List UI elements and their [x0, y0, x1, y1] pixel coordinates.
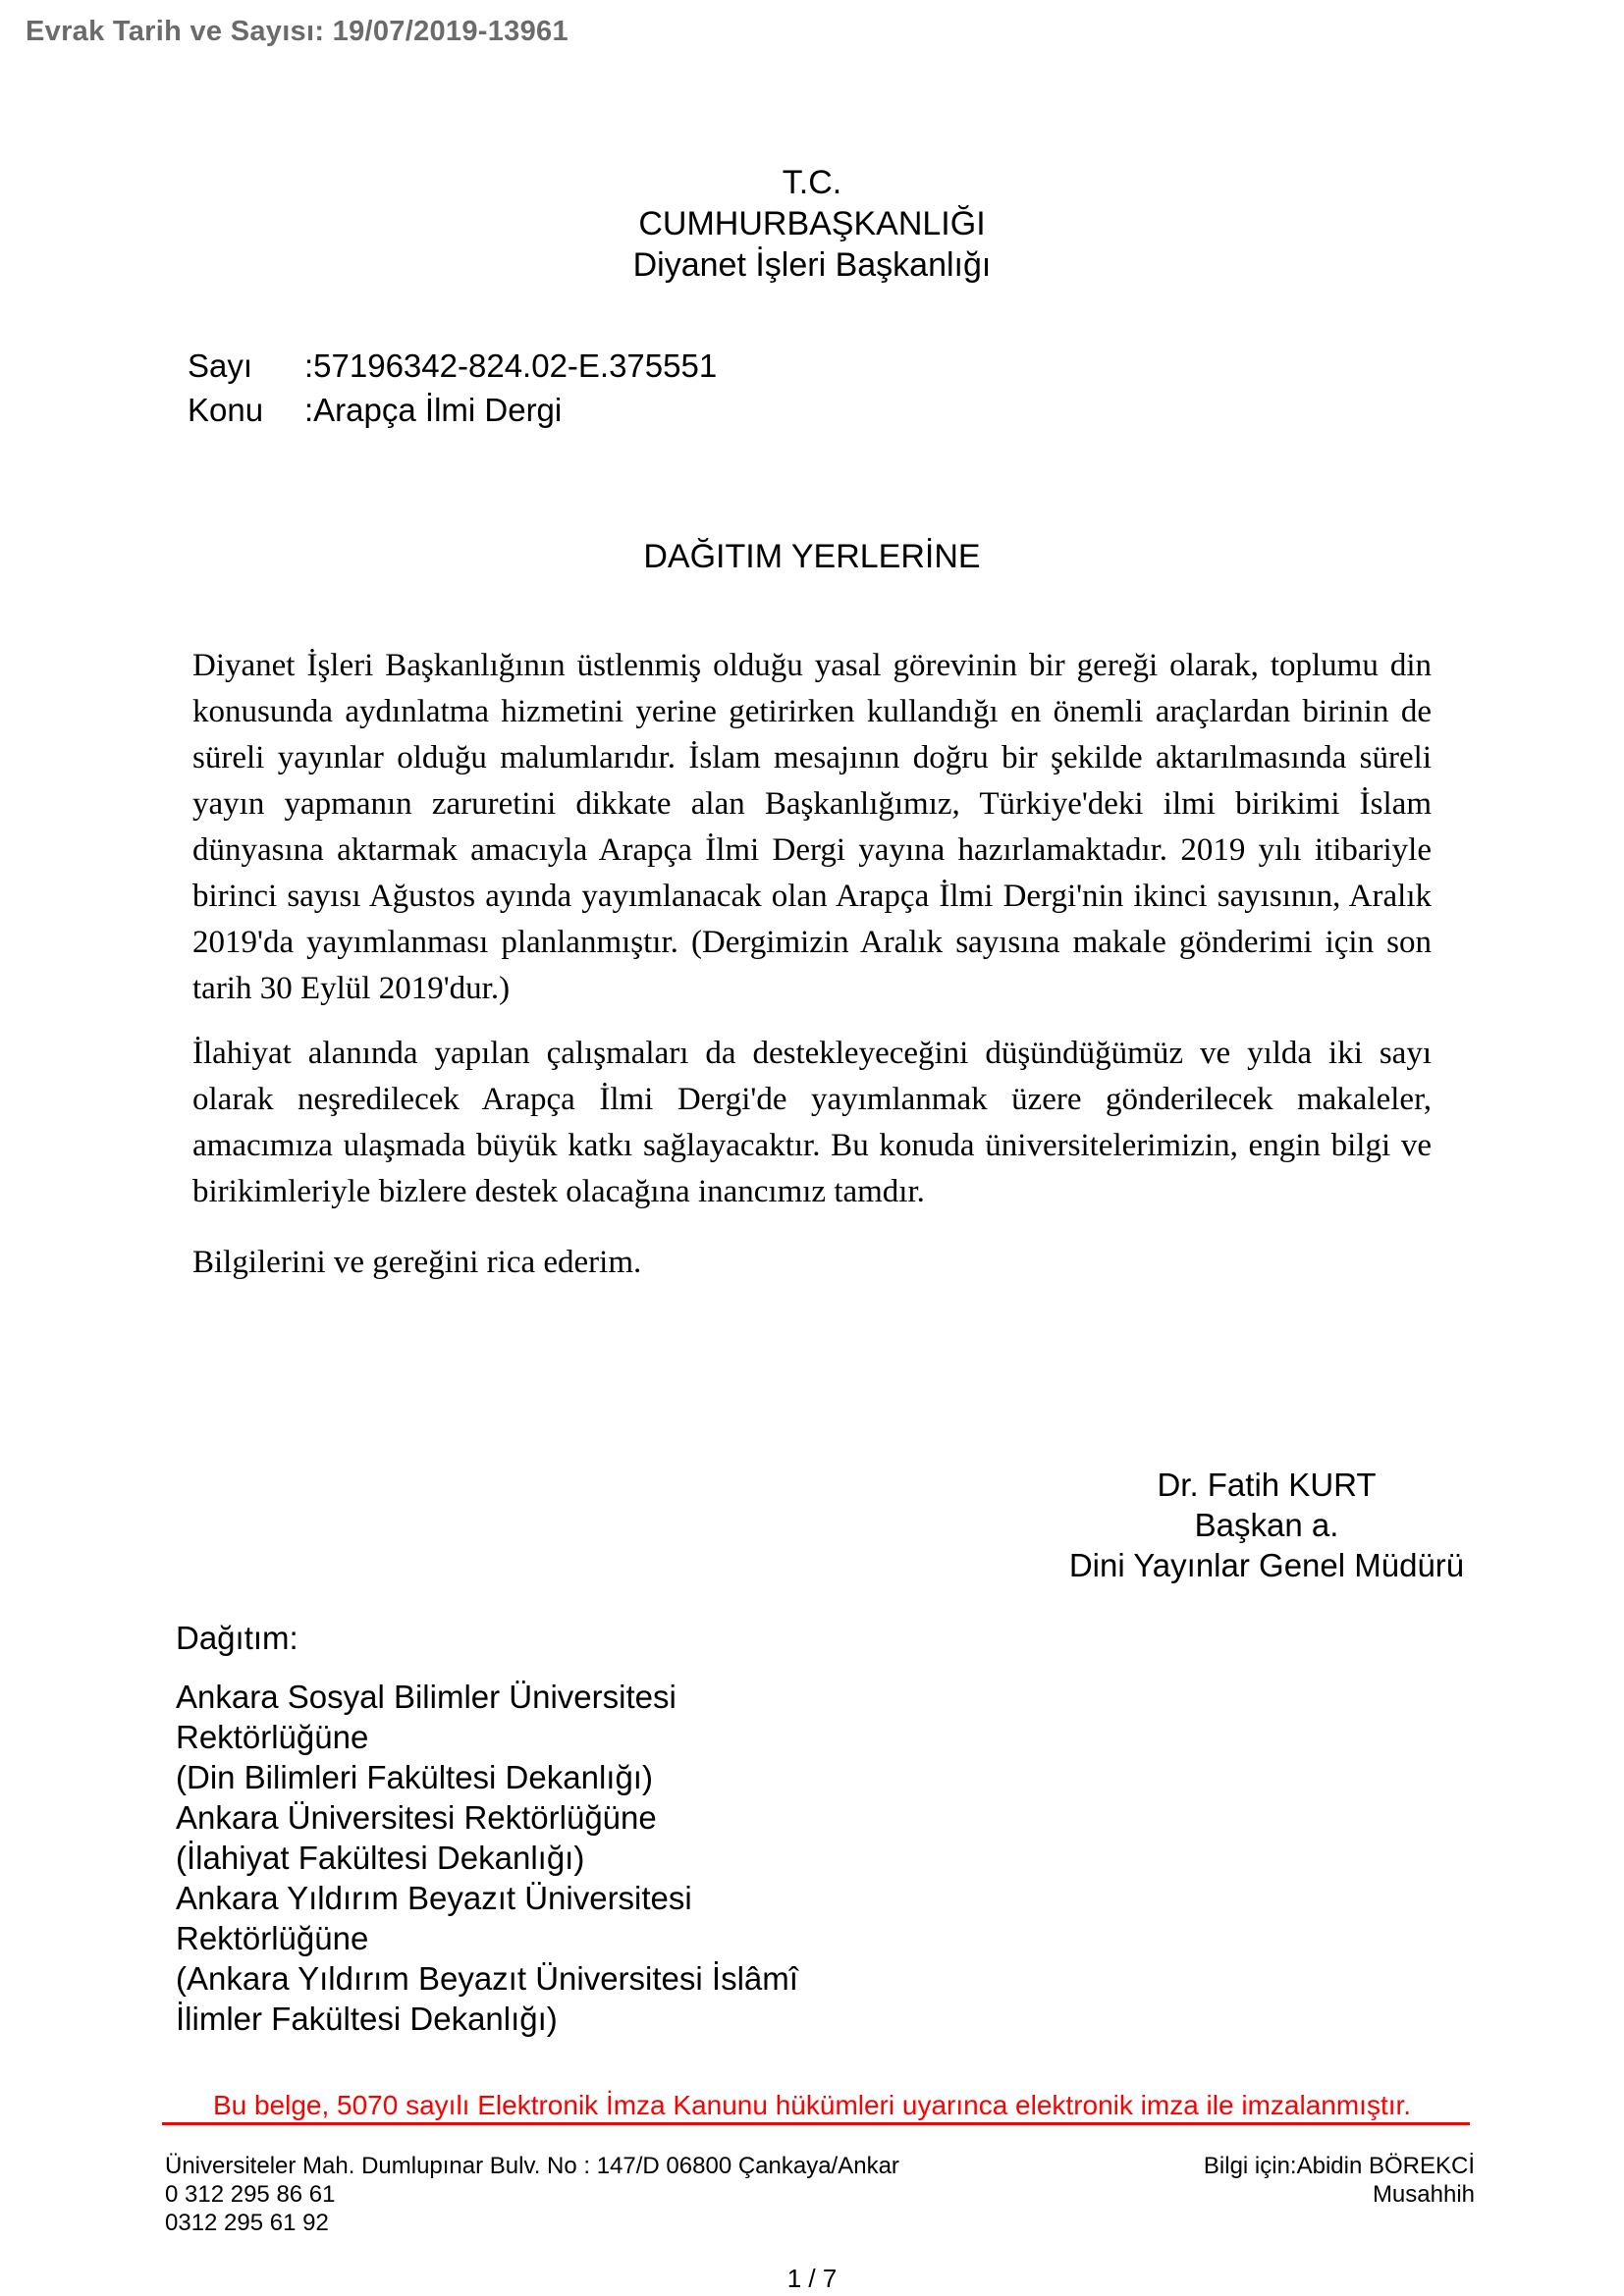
konu-label: Konu [188, 392, 264, 428]
doc-date-number: Evrak Tarih ve Sayısı: 19/07/2019-13961 [26, 16, 568, 47]
footer-phone-2: 0312 295 61 92 [165, 2210, 329, 2236]
reference-row-sayi [188, 344, 717, 388]
footer-address: Üniversiteler Mah. Dumlupınar Bulv. No : 147/D 06800 Çankaya/Ankar [165, 2153, 899, 2179]
distribution-label: Dağıtım: [176, 1620, 298, 1656]
reference-row-konu [188, 388, 717, 432]
signer-name: Dr. Fatih KURT [1157, 1467, 1377, 1503]
konu-value: :Arapça İlmi Dergi [304, 392, 563, 428]
letterhead-presidency: CUMHURBAŞKANLIĞI [638, 205, 986, 242]
body-paragraph-1: Diyanet İşleri Başkanlığının üstlenmiş olduğu yasal görevinin bir gereği olarak, toplumu din konusunda aydınlatma hizmetini yerine getirirken kullandığı en önemli araçlardan birinin de süreli yayınlar olduğu malumlarıdır. İslam mesajının doğru bir şekilde aktarılmasında süreli yayın yapmanın zaruretini dikkate alan Başkanlığımız, Türkiye'deki ilmi birikimi İslam dünyasına aktarmak amacıyla Arapça İlmi Dergi yayına hazırlamaktadır. 2019 yılı itibariyle birinci sayısı Ağustos ayında yayımlanacak olan Arapça İlmi Dergi'nin ikinci sayısının, Aralık 2019'da yayımlanması planlanmıştır. (Dergimizin Aralık sayısına makale gönderimi için son tarih 30 Eylül 2019'dur.) [192, 648, 1432, 1006]
reference-block [188, 344, 717, 432]
footer-contact-block [1204, 2152, 1475, 2209]
distribution-list [176, 1677, 798, 2039]
distribution-item: (Din Bilimleri Fakültesi Dekanlığı) [176, 1759, 653, 1795]
closing-line: Bilgilerini ve gereğini rica ederim. [192, 1245, 642, 1280]
distribution-item: Rektörlüğüne [176, 1719, 369, 1755]
recipient-heading: DAĞITIM YERLERİNE [643, 538, 981, 575]
letterhead [0, 162, 1624, 286]
distribution-item: İlimler Fakültesi Dekanlığı) [176, 2001, 558, 2037]
red-divider-line [162, 2122, 1470, 2125]
distribution-item: (Ankara Yıldırım Beyazıt Üniversitesi İslâmî [176, 1960, 798, 1997]
distribution-item: (İlahiyat Fakültesi Dekanlığı) [176, 1840, 585, 1876]
signer-capacity: Başkan a. [1194, 1507, 1339, 1543]
distribution-item: Rektörlüğüne [176, 1920, 369, 1956]
footer-contact-title: Musahhih [1372, 2181, 1475, 2208]
footer-phone-1: 0 312 295 86 61 [165, 2181, 336, 2208]
footer-contact: Bilgi için:Abidin BÖREKCİ [1203, 2153, 1475, 2179]
letterhead-directorate: Diyanet İşleri Başkanlığı [632, 246, 992, 284]
sayi-value: :57196342-824.02-E.375551 [304, 347, 718, 384]
distribution-item: Ankara Sosyal Bilimler Üniversitesi [176, 1679, 677, 1715]
sayi-label: Sayı [188, 347, 253, 384]
signer-title: Dini Yayınlar Genel Müdürü [1068, 1547, 1465, 1583]
footer-address-block [165, 2152, 899, 2237]
esignature-notice: Bu belge, 5070 sayılı Elektronik İmza Kanunu hükümleri uyarınca elektronik imza ile imzalanmıştır. [212, 2090, 1412, 2120]
letterhead-tc: T.C. [782, 164, 842, 201]
signature-block [972, 1465, 1561, 1585]
page-number: 1 / 7 [786, 2264, 838, 2293]
distribution-item: Ankara Üniversitesi Rektörlüğüne [176, 1799, 657, 1836]
distribution-item: Ankara Yıldırım Beyazıt Üniversitesi [176, 1880, 692, 1916]
body-paragraph-2: İlahiyat alanında yapılan çalışmaları da destekleyeceğini düşündüğümüz ve yılda iki sayı olarak neşredilecek Arapça İlmi Dergi'de yayımlanmak üzere gönderilecek makaleler, amacımıza ulaşmada büyük katkı sağlayacaktır. Bu konuda üniversitelerimizin, engin bilgi ve birikimleriyle bizlere destek olacağına inancımız tamdır. [192, 1036, 1432, 1209]
